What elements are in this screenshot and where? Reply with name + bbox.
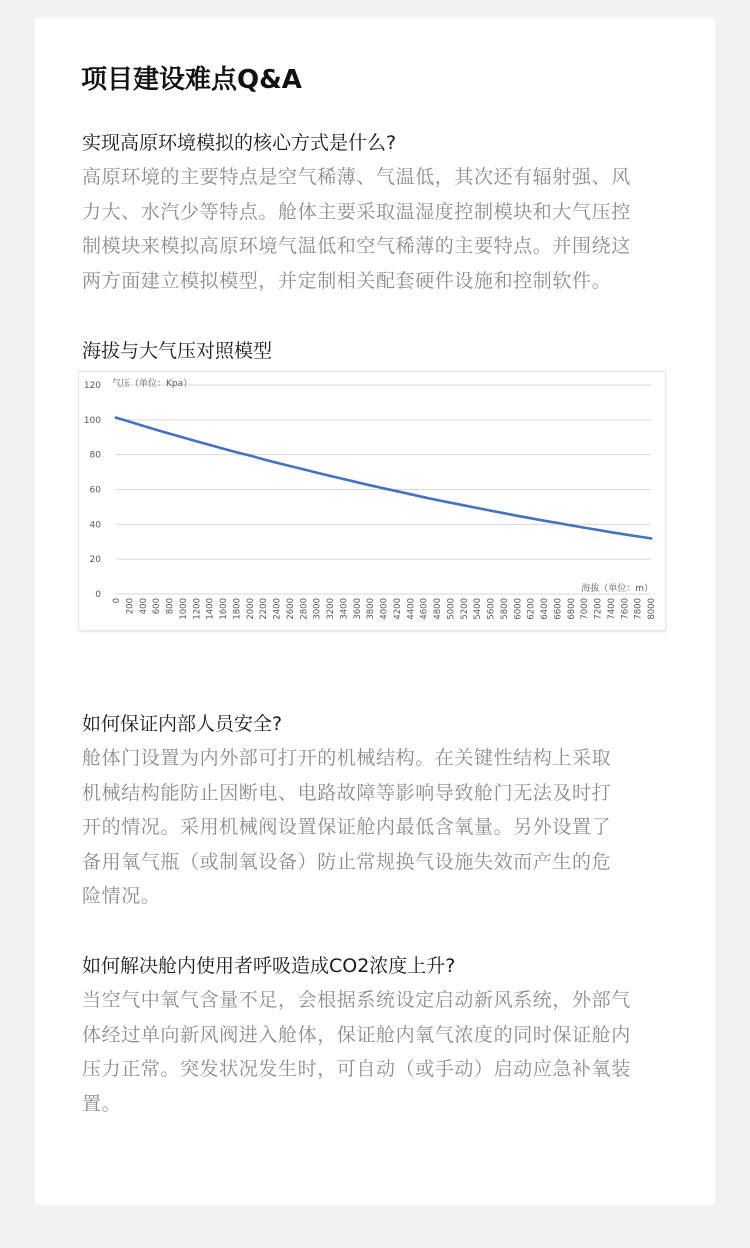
data-point — [195, 440, 198, 443]
answer-line: 备用氧气瓶（或制氧设备）防止常规换气设施失效而产生的危 — [82, 850, 612, 873]
x-tick-label: 4400 — [406, 598, 417, 620]
x-tick-label: 8000 — [647, 598, 657, 620]
x-tick-label: 3600 — [352, 598, 363, 620]
x-tick-label: 7400 — [606, 598, 617, 620]
x-tick-label: 3400 — [339, 598, 350, 620]
data-point — [503, 512, 506, 515]
answer-2 — [82, 741, 670, 914]
x-tick-label: 3200 — [326, 598, 336, 620]
y-tick-label: 40 — [89, 520, 101, 531]
x-tick-label: 4600 — [419, 598, 430, 620]
data-point — [302, 468, 305, 471]
x-tick-label: 200 — [125, 598, 136, 615]
y-tick-label: 80 — [89, 450, 101, 461]
x-tick-label: 5200 — [459, 598, 470, 620]
x-tick-label: 4000 — [379, 598, 390, 620]
data-point — [583, 526, 586, 529]
y-tick-label: 120 — [83, 381, 101, 391]
data-point — [275, 461, 278, 464]
answer-line: 体经过单向新风阀进入舱体，保证舱内氧气浓度的同时保证舱内 — [82, 1023, 631, 1046]
answer-3 — [82, 983, 670, 1121]
x-tick-label: 5400 — [473, 598, 484, 620]
data-point — [409, 493, 412, 496]
x-tick-label: 6800 — [566, 598, 577, 620]
x-tick-label: 7600 — [620, 598, 631, 620]
x-tick-label: 4800 — [433, 598, 443, 620]
answer-line: 置。 — [82, 1092, 122, 1115]
x-tick-label: 2600 — [285, 598, 296, 620]
x-tick-label: 5000 — [446, 598, 457, 620]
x-tick-label: 7200 — [593, 598, 604, 620]
x-tick-label: 600 — [152, 598, 163, 615]
x-tick-label: 3000 — [312, 598, 323, 620]
data-point — [623, 533, 626, 536]
data-point — [569, 524, 572, 527]
data-point — [610, 531, 613, 534]
x-tick-label: 2200 — [259, 598, 270, 620]
answer-line: 险情况。 — [82, 885, 161, 907]
x-tick-label: 1200 — [192, 598, 203, 620]
data-point — [476, 507, 479, 510]
x-tick-label: 7800 — [633, 598, 644, 620]
x-tick-label: 0 — [112, 598, 122, 604]
answer-line: 制模块来模拟高原环境气温低和空气稀薄的主要特点。并围绕这 — [82, 235, 631, 257]
data-point — [315, 471, 318, 474]
data-point — [382, 487, 385, 490]
x-tick-label: 6400 — [540, 598, 550, 620]
y-tick-label: 0 — [95, 590, 101, 600]
data-point — [596, 529, 599, 532]
qa-section-1 — [82, 130, 670, 298]
data-point — [556, 522, 559, 525]
data-point — [289, 465, 292, 468]
y-tick-label: 100 — [83, 415, 101, 426]
x-tick-label: 1800 — [232, 598, 243, 620]
data-point — [422, 496, 425, 499]
data-point — [208, 444, 211, 447]
x-tick-label: 4200 — [392, 598, 403, 620]
answer-line: 当空气中氧气含量不足，会根据系统设定启动新风系统，外部气 — [82, 989, 631, 1011]
x-tick-label: 1000 — [178, 598, 189, 620]
answer-line: 舱体门设置为内外部可打开的机械结构。在关键性结构上采取 — [82, 747, 612, 769]
data-point — [262, 458, 265, 461]
question-2: 如何保证内部人员安全? — [82, 713, 283, 735]
answer-line: 力大、水汽少等特点。舱体主要采取温湿度控制模块和大气压控 — [82, 200, 631, 223]
data-point — [342, 478, 345, 481]
answer-1 — [82, 160, 670, 298]
data-point — [248, 454, 251, 457]
x-tick-label: 2000 — [245, 598, 256, 620]
answer-line: 高原环境的主要特点是空气稀薄、气温低，其次还有辐射强、风 — [82, 166, 631, 188]
data-point — [436, 499, 439, 502]
data-point — [115, 416, 118, 419]
data-point — [636, 535, 639, 538]
data-point — [449, 501, 452, 504]
data-point — [155, 428, 158, 431]
answer-line: 两方面建立模拟模型，并定制相关配套硬件设施和控制软件。 — [82, 269, 612, 292]
y-tick-label: 20 — [89, 555, 101, 566]
x-tick-label: 6600 — [553, 598, 564, 620]
y-axis-label: 气压（单位：Kpa） — [112, 379, 193, 389]
page-title: 项目建设难点Q&A — [81, 65, 302, 95]
x-tick-label: 1400 — [205, 598, 216, 620]
data-point — [650, 537, 653, 540]
content-card — [35, 18, 715, 1205]
x-tick-label: 2400 — [272, 598, 283, 620]
answer-line: 开的情况。采用机械阀设置保证舱内最低含氧量。另外设置了 — [82, 816, 612, 838]
x-tick-label: 6200 — [526, 598, 537, 620]
x-tick-label: 800 — [165, 598, 176, 615]
x-tick-label: 1600 — [219, 598, 229, 620]
pressure-altitude-chart — [79, 372, 665, 630]
chart-svg — [79, 372, 665, 630]
x-tick-label: 3800 — [366, 598, 377, 620]
data-point — [235, 451, 238, 454]
question-3: 如何解决舱内使用者呼吸造成CO2浓度上升? — [82, 955, 456, 977]
data-point — [543, 519, 546, 522]
chart-background — [79, 372, 665, 630]
data-point — [141, 424, 144, 427]
data-point — [329, 475, 332, 478]
data-point — [396, 490, 399, 493]
qa-section-2 — [82, 711, 670, 914]
x-tick-label: 5800 — [499, 598, 510, 620]
x-tick-label: 6000 — [513, 598, 524, 620]
data-point — [222, 447, 225, 450]
data-point — [462, 504, 465, 507]
data-point — [168, 432, 171, 435]
data-point — [529, 517, 532, 520]
data-point — [355, 481, 358, 484]
x-axis-label: 海拔（单位：m） — [581, 584, 653, 594]
y-tick-label: 60 — [89, 485, 101, 496]
chart-section-title: 海拔与大气压对照模型 — [82, 340, 273, 362]
question-1: 实现高原环境模拟的核心方式是什么? — [82, 132, 397, 154]
x-tick-label: 5600 — [486, 598, 497, 620]
data-point — [182, 436, 185, 439]
answer-line: 压力正常。突发状况发生时，可自动（或手动）启动应急补氧装 — [82, 1058, 631, 1080]
answer-line: 机械结构能防止因断电、电路故障等影响导致舱门无法及时打 — [82, 781, 612, 804]
data-point — [489, 509, 492, 512]
x-tick-label: 2800 — [299, 598, 310, 620]
data-point — [516, 514, 519, 517]
x-tick-label: 7000 — [580, 598, 591, 620]
data-point — [369, 484, 372, 487]
data-point — [128, 420, 131, 423]
qa-section-3 — [82, 953, 670, 1121]
x-tick-label: 400 — [138, 598, 149, 615]
